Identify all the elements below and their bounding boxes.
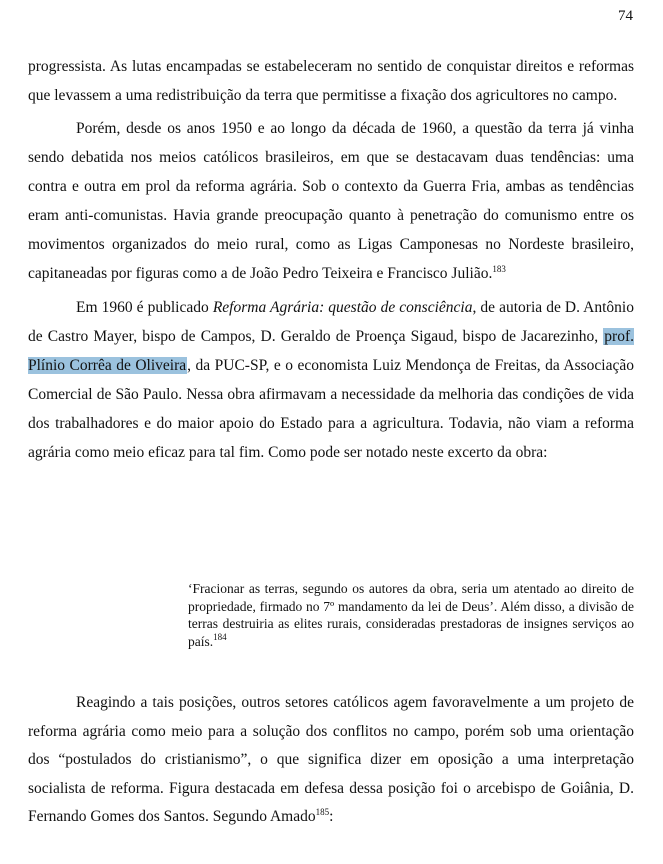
footnote-ref-183[interactable]: 183 bbox=[492, 264, 506, 274]
highlighted-text[interactable]: prof. Plínio Corrêa de Oliveira bbox=[28, 328, 634, 374]
block-quote-text: ‘Fracionar as terras, segundo os autores da obra, seria um atentado ao direito de propriedade, firmado no 7º mandamento da lei de Deus’. Além disso, a divisão de terras destruiria as elites rurais, consideradas prestadoras de insignes serviços ao país. bbox=[188, 581, 634, 649]
paragraph-2 bbox=[28, 114, 634, 288]
paragraph-2-text: Porém, desde os anos 1950 e ao longo da década de 1960, a questão da terra já vinha sendo debatida nos meios católicos brasileiros, em que se destacavam duas tendências: uma contra e outra em prol da reforma agrária. Sob o contexto da Guerra Fria, ambas as tendências eram anti-comunistas. Havia grande preocupação quanto à penetração do comunismo entre os movimentos organizados do meio rural, como as Ligas Camponesas no Nordeste brasileiro, capitaneadas por figuras como a de João Pedro Teixeira e Francisco Julião. bbox=[28, 120, 634, 282]
paragraph-3-intro: Em 1960 é publicado bbox=[76, 299, 213, 316]
paragraph-4-text: Reagindo a tais posições, outros setores católicos agem favoravelmente a um projeto de reforma agrária como meio para a solução dos conflitos no campo, porém sob uma orientação dos “postulados do cristianismo”, o que significa dizer em oposição a uma interpretação socialista de reforma. Figura destacada em defesa dessa posição foi o arcebispo de Goiânia, D. Fernando Gomes dos Santos. Segundo Amado bbox=[28, 694, 634, 825]
footnote-ref-184[interactable]: 184 bbox=[213, 631, 227, 642]
page-number: 74 bbox=[618, 8, 633, 24]
block-quote bbox=[188, 580, 634, 650]
book-title: Reforma Agrária: questão de consciência bbox=[212, 299, 473, 316]
paragraph-1: progressista. As lutas encampadas se estabeleceram no sentido de conquistar direitos e reformas que levassem a uma redistribuição da terra que permitisse a fixação dos agricultores no campo. bbox=[28, 58, 634, 104]
paragraph-4 bbox=[28, 689, 634, 832]
footnote-ref-185[interactable]: 185 bbox=[315, 807, 330, 817]
paragraph-3 bbox=[28, 293, 634, 467]
paragraph-3-rest: , da PUC-SP, e o economista Luiz Mendonça de Freitas, da Associação Comercial de São Paulo. Nessa obra afirmavam a necessidade da melhoria das condições de vida dos trabalhadores e do maior apoio do Estado para a agricultura. Todavia, não viam a reforma agrária como meio eficaz para tal fim. Como pode ser notado neste excerto da obra: bbox=[28, 357, 634, 461]
main-text bbox=[28, 52, 634, 467]
paragraph-3-authors: , de autoria de D. Antônio de Castro Mayer, bispo de Campos, D. Geraldo de Proença Sigaud, bispo de Jacarezinho, bbox=[28, 299, 634, 345]
paragraph-4-trailing: : bbox=[329, 808, 334, 825]
